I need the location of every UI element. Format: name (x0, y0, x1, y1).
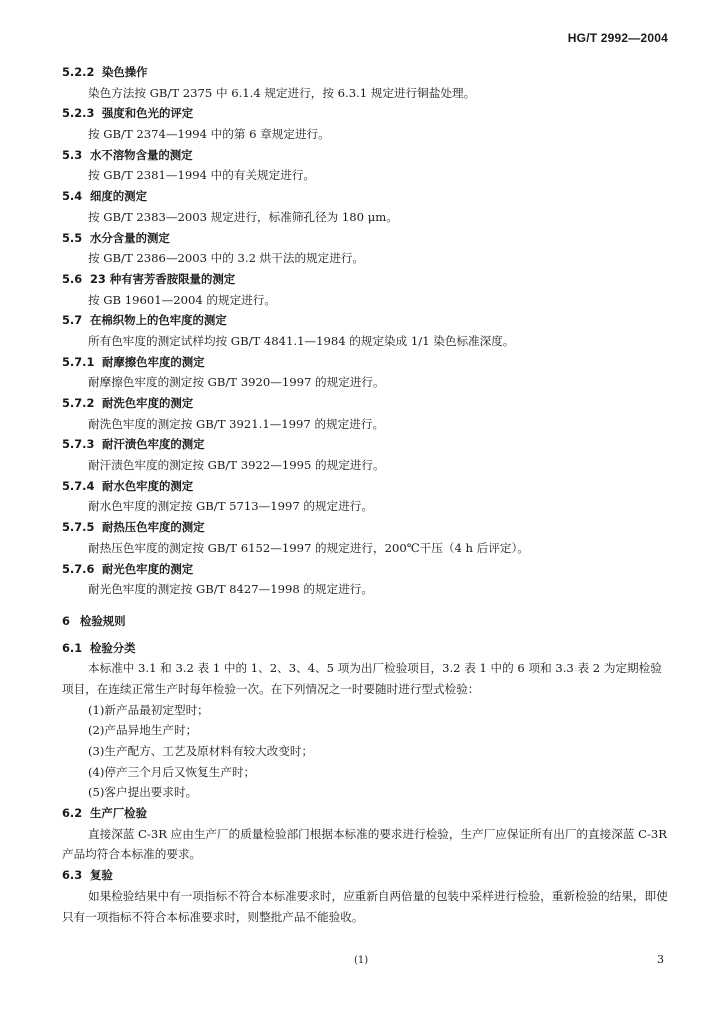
chapter-title: 检验规则 (80, 613, 126, 628)
section-title: 耐热压色牢度的测定 (102, 520, 205, 535)
section-title: 水不溶物含量的测定 (90, 147, 193, 162)
section-title: 生产厂检验 (90, 806, 147, 821)
section-number: 5.2.2 (62, 65, 95, 79)
section-title: 23 种有害芳香胺限量的测定 (90, 271, 236, 286)
page-number: 3 (657, 953, 664, 966)
section-text: 按 GB/T 2386—2003 中的 3.2 烘干法的规定进行。 (88, 251, 365, 266)
chapter-heading (62, 611, 672, 632)
chapter-number: 6 (62, 613, 70, 628)
section-text: 按 GB 19601—2004 的规定进行。 (88, 292, 276, 307)
section-heading (62, 352, 672, 373)
section-paragraph: 如果检验结果中有一项指标不符合本标准要求时，应重新自两倍量的包装中采样进行检验，重新检验的结果，即使只有一项指标不符合本标准要求时，则整批产品不能验收。 (62, 888, 668, 924)
section-text: 耐热压色牢度的测定按 GB/T 6152—1997 的规定进行，200℃干压（4 h 后评定）。 (88, 540, 529, 555)
section-title: 耐光色牢度的测定 (102, 561, 194, 576)
section-heading (62, 865, 672, 886)
section-paragraph: 直接深蓝 C-3R 应由生产厂的质量检验部门根据本标准的要求进行检验，生产厂应保证所有出厂的直接深蓝 C-3R 产品均符合本标准的要求。 (62, 826, 667, 862)
section-number: 5.7.1 (62, 354, 95, 369)
section-number: 5.7.3 (62, 437, 95, 452)
section-title: 染色操作 (102, 65, 148, 79)
section-number: 5.7 (62, 313, 83, 328)
list-item: (1)新产品最初定型时； (88, 702, 209, 717)
section-number: 6.1 (62, 640, 83, 655)
section-text: 耐汗渍色牢度的测定按 GB/T 3922—1995 的规定进行。 (88, 458, 385, 473)
section-paragraph: 本标准中 3.1 和 3.2 表 1 中的 1、2、3、4、5 项为出厂检验项目，3.2 表 1 中的 6 项和 3.3 表 2 为定期检验项目，在连续正常生产时每年检验一次。在下列情况之一时要随时进行型式检验： (62, 661, 662, 696)
section-title: 检验分类 (90, 640, 136, 655)
section-title: 水分含量的测定 (90, 230, 170, 245)
section-text: 耐光色牢度的测定按 GB/T 8427—1998 的规定进行。 (88, 582, 373, 597)
section-text: 按 GB/T 2383—2003 规定进行，标准筛孔径为 180 μm。 (88, 209, 398, 224)
section-heading (62, 310, 672, 331)
section-title: 细度的测定 (90, 189, 147, 204)
section-heading (62, 559, 672, 580)
section-title: 耐汗渍色牢度的测定 (102, 437, 205, 452)
section-title: 在棉织物上的色牢度的测定 (90, 313, 227, 328)
list-item: (3)生产配方、工艺及原材料有较大改变时； (88, 744, 314, 759)
section-number: 5.4 (62, 189, 83, 204)
section-number: 5.7.6 (62, 561, 95, 576)
section-title: 耐摩擦色牢度的测定 (102, 354, 205, 369)
section-heading (62, 638, 672, 659)
section-number: 5.6 (62, 271, 83, 286)
section-number: 5.7.5 (62, 520, 95, 535)
section-heading (62, 434, 672, 455)
section-number: 5.3 (62, 147, 83, 162)
section-text: 染色方法按 GB/T 2375 中 6.1.4 规定进行，按 6.3.1 规定进行铜盐处理。 (88, 85, 476, 100)
section-text: 按 GB/T 2381—1994 中的有关规定进行。 (88, 168, 316, 183)
section-heading (62, 803, 672, 824)
section-heading (62, 103, 672, 124)
section-heading (62, 186, 672, 207)
section-number: 5.7.2 (62, 396, 95, 410)
section-number: 6.2 (62, 806, 83, 821)
section-title: 强度和色光的评定 (102, 106, 194, 121)
section-text: 耐水色牢度的测定按 GB/T 5713—1997 的规定进行。 (88, 499, 373, 514)
section-text: 耐洗色牢度的测定按 GB/T 3921.1—1997 的规定进行。 (88, 416, 385, 431)
section-number: 5.7.4 (62, 478, 95, 493)
section-heading (62, 145, 672, 166)
section-title: 复验 (90, 868, 113, 883)
section-text: 耐摩擦色牢度的测定按 GB/T 3920—1997 的规定进行。 (88, 375, 385, 390)
section-heading (62, 476, 672, 497)
section-number: 5.2.3 (62, 106, 95, 121)
list-item: (2)产品异地生产时； (88, 723, 198, 738)
footer-mark: (1) (354, 955, 369, 966)
document-body (62, 62, 672, 927)
section-heading (62, 393, 672, 414)
section-title: 耐洗色牢度的测定 (102, 396, 194, 410)
section-title: 耐水色牢度的测定 (102, 478, 194, 493)
section-heading (62, 269, 672, 290)
list-item: (4)停产三个月后又恢复生产时； (88, 764, 256, 779)
section-text: 按 GB/T 2374—1994 中的第 6 章规定进行。 (88, 127, 330, 142)
list-item: (5)客户提出要求时。 (88, 785, 198, 800)
standard-code: HG/T 2992—2004 (567, 31, 668, 45)
section-text: 所有色牢度的测定试样均按 GB/T 4841.1—1984 的规定染成 1/1 染色标准深度。 (88, 333, 515, 348)
section-heading (62, 62, 672, 83)
section-number: 5.5 (62, 230, 83, 245)
section-heading (62, 228, 672, 249)
section-number: 6.3 (62, 868, 83, 883)
section-heading (62, 517, 672, 538)
